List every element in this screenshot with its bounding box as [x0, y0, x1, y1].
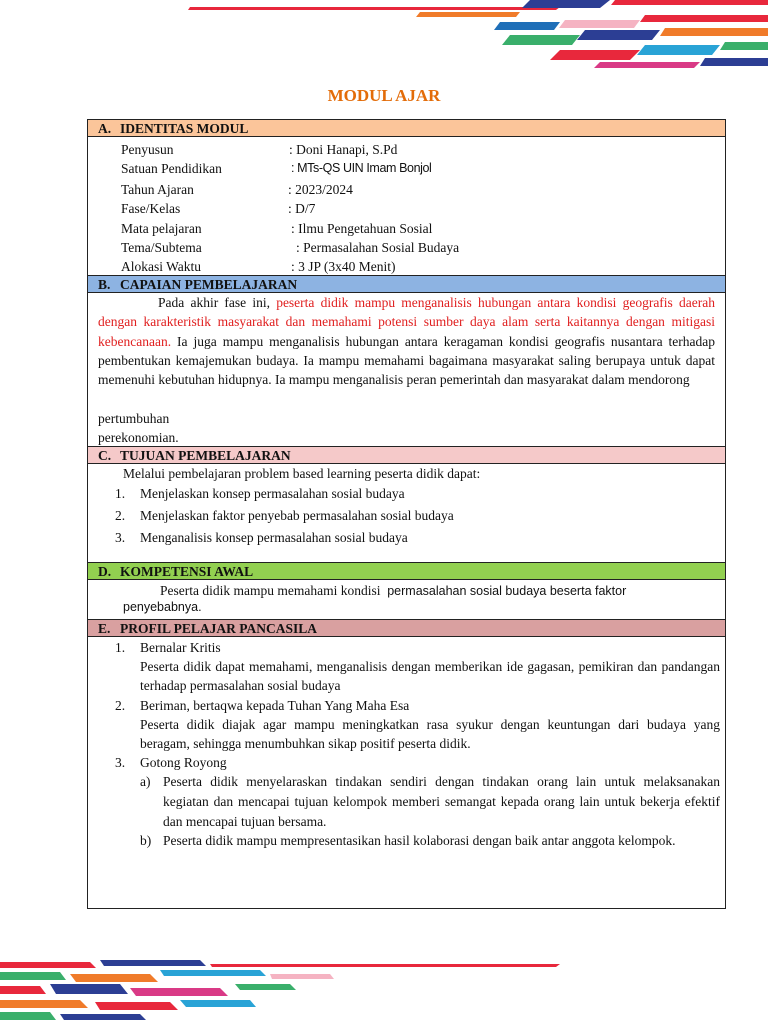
module-table: [87, 119, 726, 909]
section-number: C.: [98, 448, 112, 463]
section-header-kompetensi: [88, 562, 725, 580]
section-title: KOMPETENSI AWAL: [120, 564, 254, 579]
section-number: E.: [98, 621, 111, 636]
item-text: Menganalisis konsep permasalahan sosial budaya: [140, 530, 408, 545]
list-item: [115, 528, 408, 547]
section-title: IDENTITAS MODUL: [120, 121, 249, 136]
top-decorative-banner: [0, 0, 768, 72]
subitem-label: a): [140, 774, 151, 789]
subitem-label: b): [140, 833, 152, 848]
list-item: [115, 484, 405, 503]
subitem-text: Peserta didik mampu mempresentasikan hasil kolaborasi dengan baik antar anggota kelompok.: [163, 833, 676, 848]
identity-value: : Permasalahan Sosial Budaya: [296, 240, 460, 255]
identity-label: Alokasi Waktu: [121, 259, 202, 274]
identity-value: : MTs-QS UIN Imam Bonjol: [291, 161, 432, 175]
item-number: 1.: [115, 640, 126, 655]
subitem-text: Peserta didik menyelaraskan tindakan sendiri dengan tindakan orang lain untuk melaksanakan kegiatan dan mencapai tujuan kelompok memberi semangat kepada orang lain untuk bekerja efektif dan mencapai tujuan bersama.: [163, 774, 720, 829]
kompetensi-line: [160, 581, 626, 600]
list-item: [115, 506, 454, 525]
item-number: 1.: [115, 486, 126, 501]
capaian-highlight: peserta didik mampu menganalisis hubungan antara kondisi geografis daerah dengan karakteristik masyarakat dan memahami potensi sumber daya alam serta kaitannya dengan mitigasi kebencanaan.: [98, 295, 715, 349]
item-text: Menjelaskan faktor penyebab permasalahan sosial budaya: [140, 508, 454, 523]
section-header-identitas: [88, 119, 725, 137]
identity-value: : Ilmu Pengetahuan Sosial: [291, 221, 433, 236]
capaian-line: pertumbuhan: [98, 411, 170, 426]
section-header-profil: [88, 619, 725, 637]
identity-label: Penyusun: [121, 142, 174, 157]
identity-label: Satuan Pendidikan: [121, 161, 222, 176]
section-header-capaian: [88, 275, 725, 293]
profil-description: Peserta didik diajak agar mampu meningkatkan rasa syukur dengan keuntungan dari budaya yang beragam, sehingga menumbuhkan sikap positif peserta didik.: [140, 717, 720, 752]
item-title: Gotong Royong: [140, 755, 227, 770]
item-number: 2.: [115, 698, 126, 713]
identity-value: : D/7: [288, 201, 316, 216]
section-title: CAPAIAN PEMBELAJARAN: [120, 277, 298, 292]
section-title: TUJUAN PEMBELAJARAN: [120, 448, 291, 463]
item-title: Beriman, bertaqwa kepada Tuhan Yang Maha Esa: [140, 698, 410, 713]
identity-label: Mata pelajaran: [121, 221, 202, 236]
bottom-decorative-banner: [0, 950, 768, 1024]
kompetensi-line: penyebabnya.: [123, 600, 202, 614]
item-number: 3.: [115, 755, 126, 770]
identity-value: : 3 JP (3x40 Menit): [291, 259, 396, 274]
kompetensi-part2: permasalahan sosial budaya beserta faktor: [387, 584, 627, 598]
section-number: B.: [98, 277, 111, 292]
item-text: Menjelaskan konsep permasalahan sosial budaya: [140, 486, 405, 501]
tujuan-intro: Melalui pembelajaran problem based learning peserta didik dapat:: [123, 466, 481, 481]
section-number: D.: [98, 564, 112, 579]
section-header-tujuan: [88, 446, 725, 464]
capaian-paragraph: [98, 293, 715, 389]
identity-value: : Doni Hanapi, S.Pd: [289, 142, 398, 157]
capaian-rest: Ia juga mampu menganalisis hubungan antara keragaman kondisi geografis nusantara terhadap pembentukan kemajemukan budaya. Ia mampu memahami bagaimana masyarakat saling berupaya untuk dapat memenuhi kebutuhan hidupnya. Ia mampu menganalisis peran pemerintah dan masyarakat dalam mendorong: [98, 333, 715, 388]
kompetensi-part1: Peserta didik mampu memahami kondisi: [160, 583, 381, 598]
identity-label: Tahun Ajaran: [121, 182, 194, 197]
identity-label: Fase/Kelas: [121, 201, 181, 216]
document-title: MODUL AJAR: [327, 86, 441, 105]
item-number: 2.: [115, 508, 126, 523]
section-number: A.: [98, 121, 112, 136]
capaian-line: perekonomian.: [98, 430, 179, 445]
identity-value: : 2023/2024: [288, 182, 353, 197]
section-title: PROFIL PELAJAR PANCASILA: [120, 621, 318, 636]
identity-label: Tema/Subtema: [121, 240, 202, 255]
capaian-intro: Pada akhir fase ini,: [158, 295, 270, 310]
item-number: 3.: [115, 530, 126, 545]
profil-description: Peserta didik dapat memahami, menganalisis dengan memberikan ide gagasan, pemikiran dan pandangan terhadap permasalahan sosial budaya: [140, 659, 720, 694]
item-title: Bernalar Kritis: [140, 640, 221, 655]
